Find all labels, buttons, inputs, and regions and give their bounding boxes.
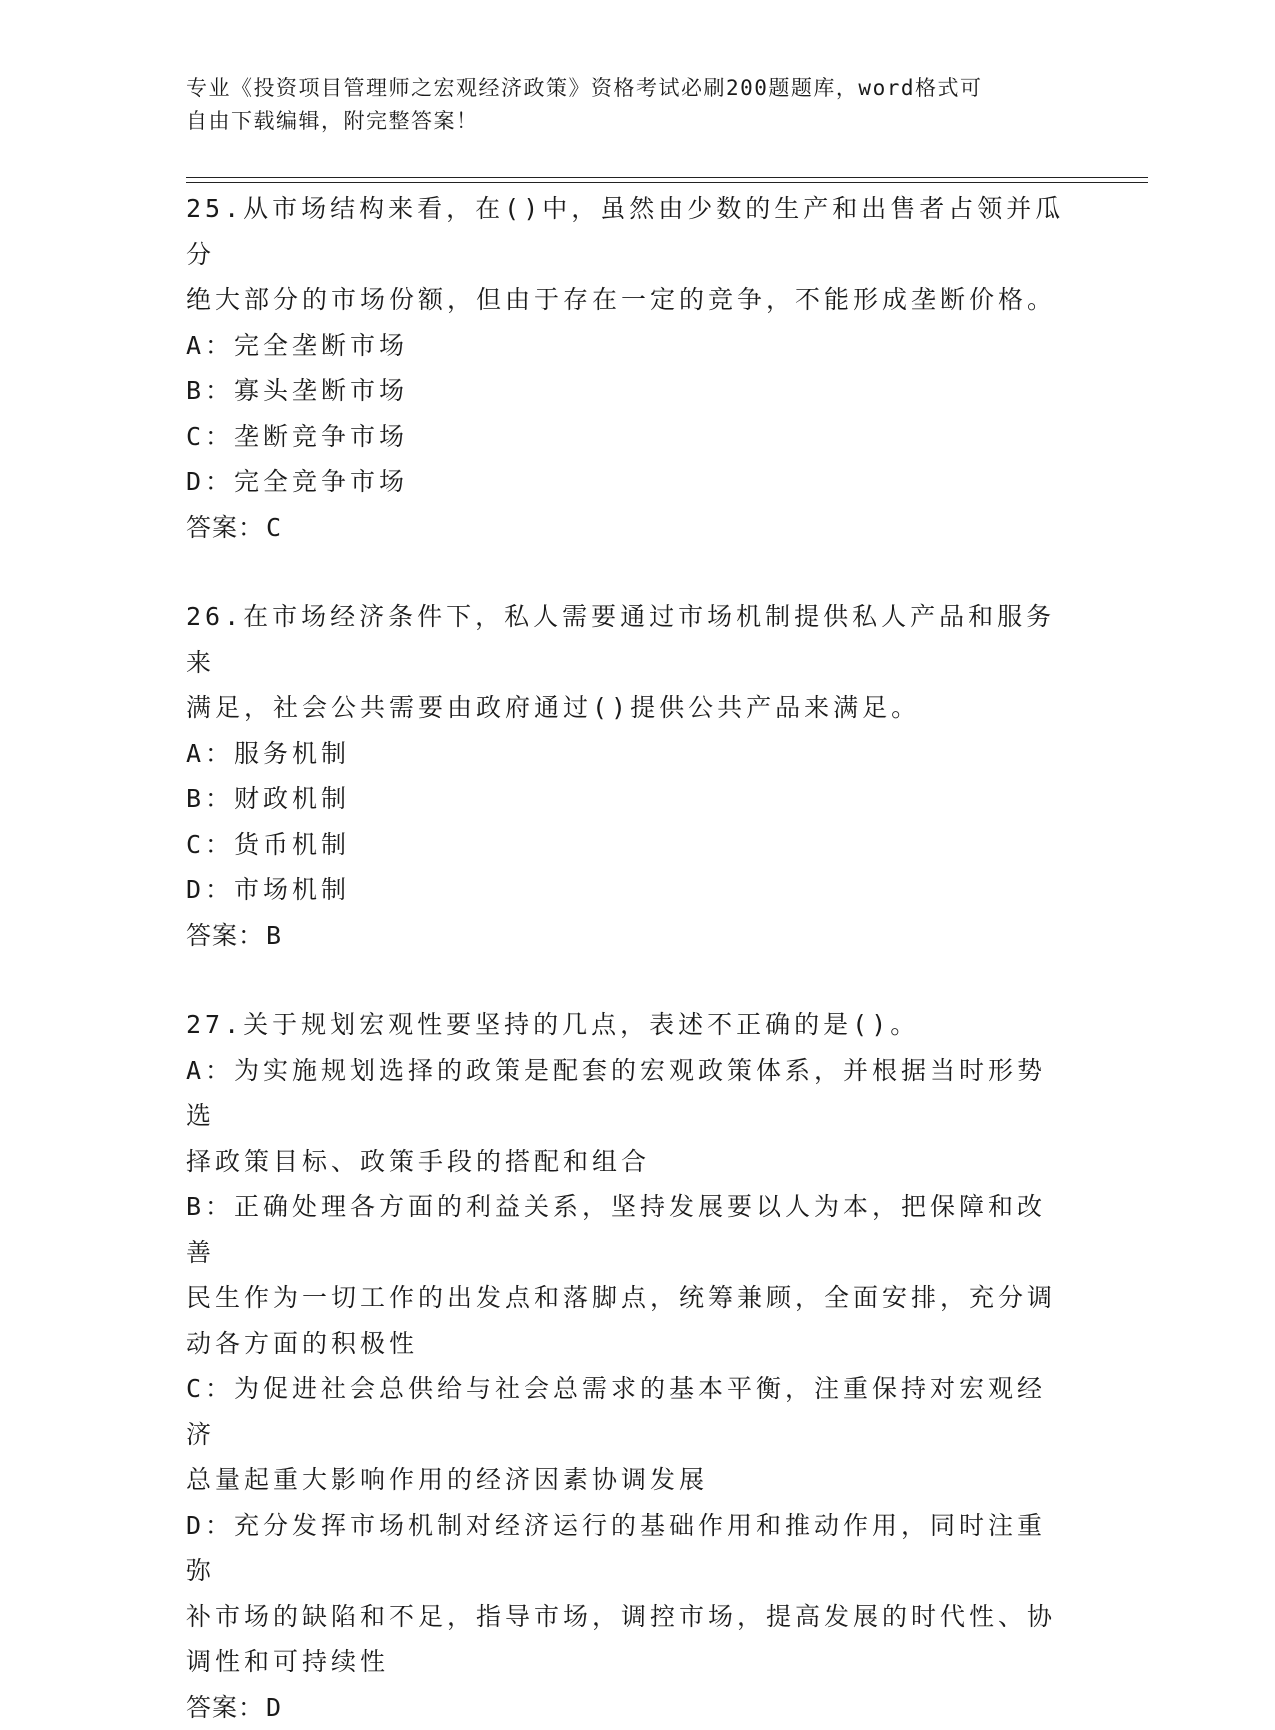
answer-line xyxy=(186,1685,1066,1730)
option-line: C：货币机制 xyxy=(186,822,1066,868)
question-block xyxy=(186,1002,1066,1730)
question-stem-line: 满足，社会公共需要由政府通过()提供公共产品来满足。 xyxy=(186,685,1066,731)
answer-value: D xyxy=(266,1693,282,1722)
option-line: B：正确处理各方面的利益关系，坚持发展要以人为本，把保障和改善 xyxy=(186,1184,1066,1275)
question-block xyxy=(186,186,1066,550)
option-line: A：服务机制 xyxy=(186,731,1066,777)
option-line: 择政策目标、政策手段的搭配和组合 xyxy=(186,1139,1066,1185)
option-line: C：为促进社会总供给与社会总需求的基本平衡，注重保持对宏观经济 xyxy=(186,1366,1066,1457)
option-line: C：垄断竞争市场 xyxy=(186,414,1066,460)
document-header xyxy=(186,72,1066,138)
question-stem-line: 绝大部分的市场份额，但由于存在一定的竞争，不能形成垄断价格。 xyxy=(186,277,1066,323)
question-stem-line: 26.在市场经济条件下，私人需要通过市场机制提供私人产品和服务来 xyxy=(186,594,1066,685)
option-line: D：完全竞争市场 xyxy=(186,459,1066,505)
answer-line xyxy=(186,505,1066,551)
option-line: 补市场的缺陷和不足，指导市场，调控市场，提高发展的时代性、协 xyxy=(186,1594,1066,1640)
option-line: D：充分发挥市场机制对经济运行的基础作用和推动作用，同时注重弥 xyxy=(186,1503,1066,1594)
option-line: A：完全垄断市场 xyxy=(186,323,1066,369)
question-stem-line: 25.从市场结构来看，在()中，虽然由少数的生产和出售者占领并瓜分 xyxy=(186,186,1066,277)
option-line: B：寡头垄断市场 xyxy=(186,368,1066,414)
header-divider-bottom xyxy=(186,182,1148,183)
option-line: A：为实施规划选择的政策是配套的宏观政策体系，并根据当时形势选 xyxy=(186,1048,1066,1139)
option-line: B：财政机制 xyxy=(186,776,1066,822)
answer-line xyxy=(186,913,1066,959)
answer-label: 答案： xyxy=(186,1693,264,1722)
question-stem-line: 27.关于规划宏观性要坚持的几点，表述不正确的是()。 xyxy=(186,1002,1066,1048)
answer-value: B xyxy=(266,921,282,950)
question-list xyxy=(186,186,1066,1730)
header-line-1: 专业《投资项目管理师之宏观经济政策》资格考试必刷200题题库，word格式可 xyxy=(186,72,1066,105)
option-line: 总量起重大影响作用的经济因素协调发展 xyxy=(186,1457,1066,1503)
answer-label: 答案： xyxy=(186,513,264,542)
header-divider-top xyxy=(186,177,1148,178)
answer-label: 答案： xyxy=(186,921,264,950)
option-line: D：市场机制 xyxy=(186,867,1066,913)
option-line: 民生作为一切工作的出发点和落脚点，统筹兼顾，全面安排，充分调 xyxy=(186,1275,1066,1321)
question-block xyxy=(186,594,1066,958)
answer-value: C xyxy=(266,513,282,542)
option-line: 动各方面的积极性 xyxy=(186,1321,1066,1367)
option-line: 调性和可持续性 xyxy=(186,1639,1066,1685)
header-line-2: 自由下载编辑，附完整答案！ xyxy=(186,105,1066,138)
